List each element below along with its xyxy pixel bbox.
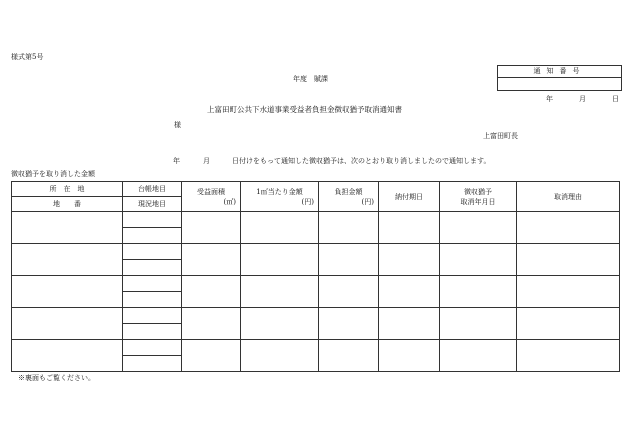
cell-reason[interactable] <box>517 308 620 340</box>
cell-cancel-date[interactable] <box>440 276 517 308</box>
form-number: 様式第5号 <box>11 53 44 61</box>
header-reason: 取消理由 <box>517 182 620 212</box>
cancellation-table <box>11 181 620 372</box>
cell-register-land[interactable] <box>123 244 182 260</box>
cell-area[interactable] <box>182 340 241 372</box>
header-area: 受益面積 (㎡) <box>182 182 241 212</box>
cell-location[interactable] <box>12 276 123 308</box>
cell-area[interactable] <box>182 276 241 308</box>
cell-current-land[interactable] <box>123 324 182 340</box>
cell-due-date[interactable] <box>379 308 440 340</box>
cell-reason[interactable] <box>517 212 620 244</box>
footnote: ※裏面もご覧ください。 <box>18 374 95 382</box>
cell-register-land[interactable] <box>123 276 182 292</box>
cell-location[interactable] <box>12 308 123 340</box>
cell-per-sqm[interactable] <box>241 276 319 308</box>
cell-current-land[interactable] <box>123 260 182 276</box>
header-lot: 地 番 <box>12 197 123 212</box>
cell-location[interactable] <box>12 244 123 276</box>
cell-per-sqm[interactable] <box>241 212 319 244</box>
cell-per-sqm[interactable] <box>241 244 319 276</box>
cell-due-date[interactable] <box>379 276 440 308</box>
header-cancel-date: 徴収猶予 取消年月日 <box>440 182 517 212</box>
cell-charge[interactable] <box>319 340 379 372</box>
cell-charge[interactable] <box>319 244 379 276</box>
cell-cancel-date[interactable] <box>440 308 517 340</box>
cell-register-land[interactable] <box>123 212 182 228</box>
cell-due-date[interactable] <box>379 340 440 372</box>
cell-location[interactable] <box>12 340 123 372</box>
cell-charge[interactable] <box>319 276 379 308</box>
cell-current-land[interactable] <box>123 356 182 372</box>
notice-year-label: 年 <box>173 157 180 165</box>
date-year-label: 年 <box>546 95 553 103</box>
cell-per-sqm[interactable] <box>241 340 319 372</box>
cell-area[interactable] <box>182 212 241 244</box>
table-caption: 徴収猶予を取り消した金額 <box>11 170 95 178</box>
header-location: 所 在 地 <box>12 182 123 197</box>
cell-cancel-date[interactable] <box>440 244 517 276</box>
cell-area[interactable] <box>182 244 241 276</box>
notice-month-label: 月 <box>203 157 210 165</box>
cell-location[interactable] <box>12 212 123 244</box>
cell-reason[interactable] <box>517 244 620 276</box>
cell-cancel-date[interactable] <box>440 340 517 372</box>
notice-number-label: 通知番号 <box>498 66 621 78</box>
cell-due-date[interactable] <box>379 212 440 244</box>
cell-charge[interactable] <box>319 212 379 244</box>
header-charge: 負担金額 (円) <box>319 182 379 212</box>
header-per-sqm: 1㎡当たり金額 (円) <box>241 182 319 212</box>
header-due-date: 納付期日 <box>379 182 440 212</box>
notice-number-box <box>497 65 622 91</box>
document-title: 上富田町公共下水道事業受益者負担金徴収猶予取消通知書 <box>207 105 402 114</box>
cell-charge[interactable] <box>319 308 379 340</box>
cell-due-date[interactable] <box>379 244 440 276</box>
issuer-name: 上富田町長 <box>483 132 518 140</box>
date-day-label: 日 <box>612 95 619 103</box>
fiscal-year-department: 年度 賦課 <box>293 75 328 83</box>
header-current-land: 現況地目 <box>123 197 182 212</box>
date-month-label: 月 <box>579 95 586 103</box>
cell-cancel-date[interactable] <box>440 212 517 244</box>
cell-register-land[interactable] <box>123 308 182 324</box>
cell-area[interactable] <box>182 308 241 340</box>
recipient-suffix: 様 <box>174 121 181 129</box>
cell-current-land[interactable] <box>123 228 182 244</box>
header-register-land: 台帳地目 <box>123 182 182 197</box>
notice-body-text: 日付けをもって通知した徴収猶予は、次のとおり取り消しましたので通知します。 <box>232 157 491 165</box>
cell-current-land[interactable] <box>123 292 182 308</box>
notice-number-value[interactable] <box>498 78 621 90</box>
cell-reason[interactable] <box>517 340 620 372</box>
cell-per-sqm[interactable] <box>241 308 319 340</box>
cell-reason[interactable] <box>517 276 620 308</box>
cell-register-land[interactable] <box>123 340 182 356</box>
